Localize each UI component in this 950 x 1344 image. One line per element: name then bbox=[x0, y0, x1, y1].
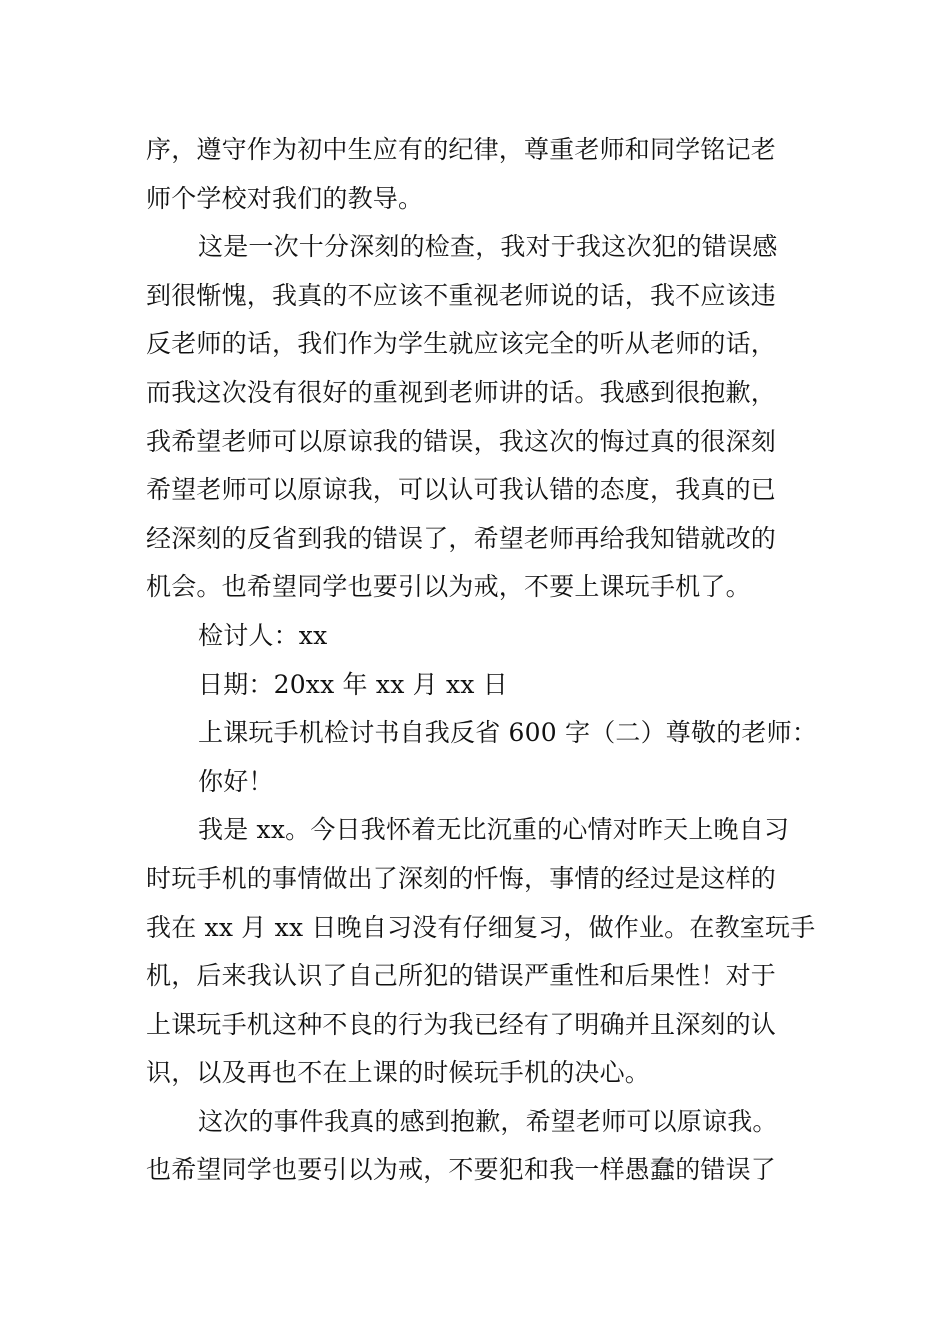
body-line-9: 经深刻的反省到我的错误了，希望老师再给我知错就改的 bbox=[146, 523, 777, 553]
body-line-4: 到很惭愧，我真的不应该不重视老师说的话，我不应该违 bbox=[146, 280, 777, 310]
body-line-6: 而我这次没有很好的重视到老师讲的话。我感到很抱歉， bbox=[146, 377, 777, 407]
body-line-8: 希望老师可以原谅我，可以认可我认错的态度，我真的已 bbox=[146, 475, 777, 505]
body-line-3: 这是一次十分深刻的检查，我对于我这次犯的错误感 bbox=[198, 232, 778, 262]
section-heading: 上课玩手机检讨书自我反省 600 字（二）尊敬的老师： bbox=[198, 718, 818, 748]
date-line: 日期：20xx 年 xx 月 xx 日 bbox=[198, 669, 508, 699]
body-line-20: 识，以及再也不在上课的时候玩手机的决心。 bbox=[146, 1058, 651, 1088]
document-body bbox=[146, 126, 816, 1195]
body-line-10: 机会。也希望同学也要引以为戒，不要上课玩手机了。 bbox=[146, 572, 751, 602]
greeting-line: 你好！ bbox=[198, 766, 274, 796]
body-line-19: 上课玩手机这种不良的行为我已经有了明确并且深刻的认 bbox=[146, 1009, 777, 1039]
body-line-18: 机，后来我认识了自己所犯的错误严重性和后果性！对于 bbox=[146, 961, 777, 991]
body-line-16: 时玩手机的事情做出了深刻的忏悔，事情的经过是这样的 bbox=[146, 863, 777, 893]
body-line-21: 这次的事件我真的感到抱歉，希望老师可以原谅我。 bbox=[198, 1106, 778, 1136]
body-line-17: 我在 xx 月 xx 日晚自习没有仔细复习，做作业。在教室玩手 bbox=[146, 912, 816, 942]
body-line-1: 序，遵守作为初中生应有的纪律，尊重老师和同学铭记老 bbox=[146, 135, 777, 164]
body-line-7: 我希望老师可以原谅我的错误，我这次的悔过真的很深刻 bbox=[146, 426, 777, 456]
body-line-22: 也希望同学也要引以为戒，不要犯和我一样愚蠢的错误了 bbox=[146, 1155, 777, 1185]
body-line-5: 反老师的话，我们作为学生就应该完全的听从老师的话， bbox=[146, 329, 777, 359]
signature-line: 检讨人：xx bbox=[198, 620, 328, 650]
body-line-2: 师个学校对我们的教导。 bbox=[146, 183, 424, 213]
body-line-15: 我是 xx。今日我怀着无比沉重的心情对昨天上晚自习 bbox=[198, 815, 790, 845]
